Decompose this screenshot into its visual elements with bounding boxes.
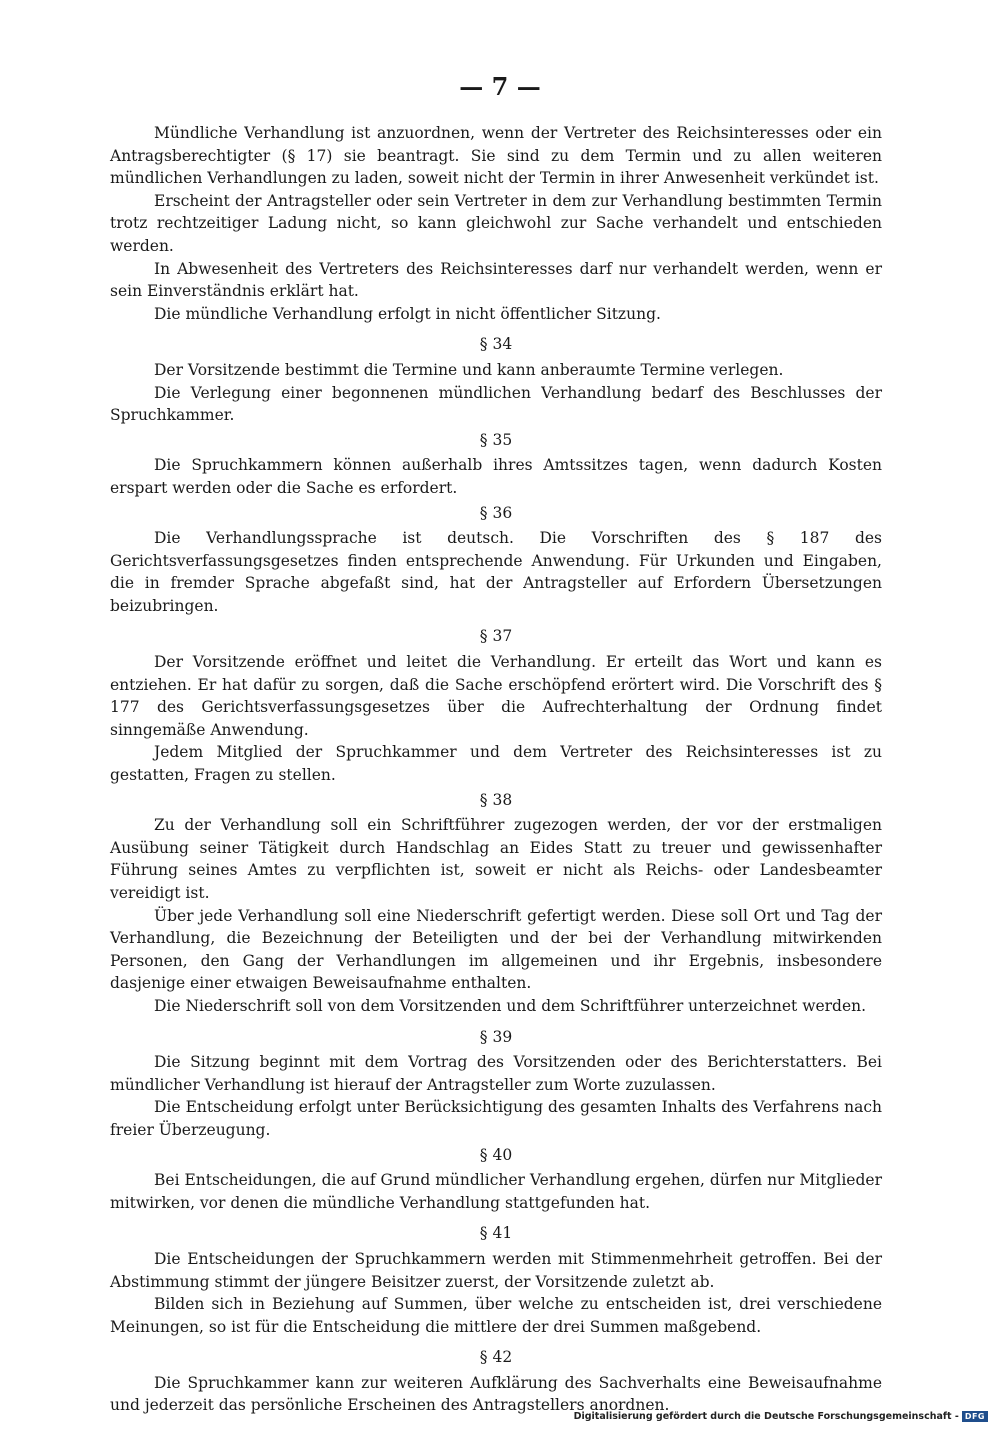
- document-body: [110, 122, 882, 1417]
- paragraph: Die Sitzung beginnt mit dem Vortrag des Vorsitzenden oder des Berichterstatters. Bei mündlicher Verhandlung ist hierauf der Antragsteller zum Worte zuzulassen.: [110, 1053, 882, 1094]
- paragraph: Über jede Verhandlung soll eine Niederschrift gefertigt werden. Diese soll Ort und Tag der Verhandlung, die Bezeichnung der Beteiligten und der bei der Verhandlung mitwirkenden Personen, den Gang der Verhandlungen im allgemeinen und ihr Ergebnis, insbesondere dasjenige einer etwaigen Beweisaufnahme enthalten.: [110, 906, 882, 993]
- section-heading: § 36: [479, 503, 513, 522]
- paragraph: Die Verhandlungssprache ist deutsch. Die Vorschriften des § 187 des Gerichtsverfassungsgesetzes finden entsprechende Anwendung. Für Urkunden und Eingaben, die in fremder Sprache abgefaßt sind, hat der Antragsteller auf Erfordern Übersetzungen beizubringen.: [110, 529, 882, 615]
- paragraph: Die mündliche Verhandlung erfolgt in nicht öffentlicher Sitzung.: [154, 304, 661, 323]
- paragraph: Die Verlegung einer begonnenen mündlichen Verhandlung bedarf des Beschlusses der Spruchkammer.: [110, 383, 882, 425]
- section-heading: § 38: [479, 790, 513, 809]
- page-number: — 7 —: [459, 72, 541, 101]
- paragraph: Jedem Mitglied der Spruchkammer und dem Vertreter des Reichsinteresses ist zu gestatten, Fragen zu stellen.: [110, 743, 882, 785]
- paragraph: Die Entscheidungen der Spruchkammern werden mit Stimmenmehrheit getroffen. Bei der Abstimmung stimmt der jüngere Beisitzer zuerst, der Vorsitzende zuletzt ab.: [110, 1249, 882, 1291]
- section-heading: § 37: [479, 627, 513, 646]
- paragraph: Die Niederschrift soll von dem Vorsitzenden und dem Schriftführer unterzeichnet werden.: [154, 996, 867, 1015]
- dfg-logo-icon: DFG: [962, 1411, 988, 1422]
- paragraph: Der Vorsitzende eröffnet und leitet die Verhandlung. Er erteilt das Wort und kann es entziehen. Er hat dafür zu sorgen, daß die Sache erschöpfend erörtert wird. Die Vorschrift des § 177 des Gerichtsverfassungsgesetzes über die Aufrechterhaltung der Ordnung findet sinngemäße Anwendung.: [110, 653, 882, 739]
- paragraph: Der Vorsitzende bestimmt die Termine und kann anberaumte Termine verlegen.: [154, 360, 784, 379]
- section-heading: § 35: [479, 430, 513, 449]
- section-heading: § 40: [479, 1145, 513, 1164]
- paragraph: Bilden sich in Beziehung auf Summen, über welche zu entscheiden ist, drei verschiedene Meinungen, so ist für die Entscheidung die mittlere der drei Summen maßgebend.: [110, 1295, 882, 1336]
- paragraph: Die Spruchkammern können außerhalb ihres Amtssitzes tagen, wenn dadurch Kosten erspart werden oder die Sache es erfordert.: [110, 456, 882, 497]
- footer-text: Digitalisierung gefördert durch die Deutsche Forschungsgemeinschaft -: [573, 1411, 959, 1422]
- paragraph: Die Spruchkammer kann zur weiteren Aufklärung des Sachverhalts eine Beweisaufnahme und jederzeit das persönliche Erscheinen des Antragstellers anordnen.: [110, 1373, 882, 1415]
- paragraph: Zu der Verhandlung soll ein Schriftführer zugezogen werden, der vor der erstmaligen Ausübung seiner Tätigkeit durch Handschlag an Eides Statt zu treuer und gewissenhafter Führung seines Amtes zu verpflichten ist, soweit er nicht als Reichs- oder Landesbeamter vereidigt ist.: [110, 816, 882, 902]
- section-heading: § 42: [479, 1348, 513, 1367]
- paragraph: Erscheint der Antragsteller oder sein Vertreter in dem zur Verhandlung bestimmten Termin trotz rechtzeitiger Ladung nicht, so kann gleichwohl zur Sache verhandelt und entschieden werden.: [110, 191, 882, 255]
- paragraph: Bei Entscheidungen, die auf Grund mündlicher Verhandlung ergehen, dürfen nur Mitglieder mitwirken, vor denen die mündliche Verhandlung stattgefunden hat.: [110, 1171, 882, 1212]
- paragraph: Mündliche Verhandlung ist anzuordnen, wenn der Vertreter des Reichsinteresses oder ein Antragsberechtigter (§ 17) sie beantragt. Sie sind zu dem Termin und zu allen weiteren mündlichen Verhandlungen zu laden, soweit nicht der Termin in ihrer Anwesenheit verkündet ist.: [110, 124, 882, 188]
- digitization-footer: [574, 1411, 988, 1422]
- paragraph: Die Entscheidung erfolgt unter Berücksichtigung des gesamten Inhalts des Verfahrens nach freier Überzeugung.: [110, 1098, 882, 1139]
- section-heading: § 39: [479, 1027, 513, 1046]
- section-heading: § 41: [479, 1224, 513, 1243]
- section-heading: § 34: [479, 335, 513, 354]
- paragraph: In Abwesenheit des Vertreters des Reichsinteresses darf nur verhandelt werden, wenn er sein Einverständnis erklärt hat.: [110, 259, 882, 301]
